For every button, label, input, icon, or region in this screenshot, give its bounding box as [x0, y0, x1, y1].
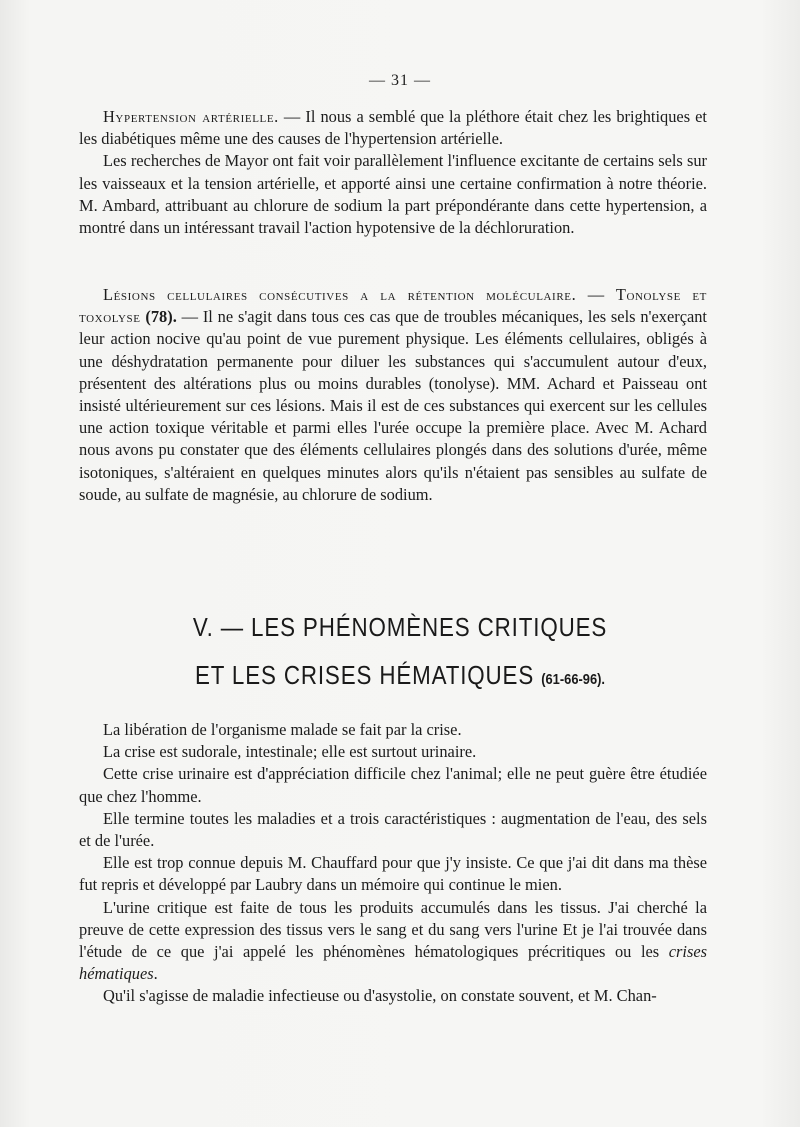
paragraph	[79, 284, 707, 506]
paragraph-text: — Il ne s'agit dans tous ces cas que de troubles mécaniques, les sels n'exerçant leur action nocive qu'au point de vue purement physique. Les éléments cellulaires, obligés à une déshydratation permanente pour diluer les substances qui s'accumulent autour d'eux, présentent des altérations plus ou moins durables (tonolyse). MM. Achard et Paisseau ont insisté ultérieurement sur ces lésions. Mais il est de ces substances qui exercent sur les cellules une action toxique véritable et parmi elles l'urée occupe la première place. Avec M. Achard nous avons pu constater que des éléments cellulaires plongés dans des solutions d'urée, même isotoniques, s'altéraient en quelques minutes alors qu'ils n'étaient pas sensibles au sulfate de soude, au sulfate de magnésie, au chlorure de sodium.	[79, 307, 707, 504]
reference: (78).	[145, 307, 177, 327]
section-title: Hypertension artérielle.	[103, 107, 279, 126]
paragraph-text: L'urine critique est faite de tous les produits accumulés dans les tissus. J'ai cherché la preuve de cette expression des tissus vers le sang et du sang vers l'urine Et je l'ai trouvée dans l'étude de ce que j'ai appelé les phénomènes hématologiques précritiques ou les	[79, 897, 707, 962]
paragraph: Cette crise urinaire est d'appréciation difficile chez l'animal; elle ne peut guère être étudiée que chez l'homme.	[79, 764, 707, 806]
heading-text: ET LES CRISES HÉMATIQUES	[194, 660, 535, 690]
heading-reference: (61-66-96).	[541, 671, 606, 688]
paragraph: Les recherches de Mayor ont fait voir parallèlement l'influence excitante de certains sels sur les vaisseaux et la tension artérielle, et apporté ainsi une certaine confirmation à notre théorie. M. Ambard, attribuant au chlorure de sodium la part prépondérante dans cette hypertension, a montré dans un intéressant travail l'action hypotensive de la déchloruration.	[79, 151, 707, 238]
paragraph	[79, 106, 707, 150]
paragraph-text: — Il nous a semblé que la pléthore était chez les brightiques et les diabétiques même une des causes de l'hypertension artérielle.	[79, 107, 707, 149]
paragraph: Elle termine toutes les maladies et a trois caractéristiques : augmentation de l'eau, des sels et de l'urée.	[79, 808, 707, 851]
section-title: Lésions cellulaires consécutives a la rétention moléculaire. — Tonolyse et toxolyse	[79, 285, 707, 327]
page-number: — 31 —	[369, 72, 431, 89]
paragraph: Qu'il s'agisse de maladie infectieuse ou d'asystolie, on constate souvent, et M. Chan-	[103, 986, 657, 1006]
paragraph: Elle est trop connue depuis M. Chauffard pour que j'y insiste. Ce que j'ai dit dans ma thèse fut repris et développé par Laubry dans un mémoire qui continue le mien.	[79, 853, 707, 895]
italic-term: crises hématiques	[79, 942, 707, 984]
chapter-body	[79, 719, 707, 1008]
chapter-heading-line1: V. — LES PHÉNOMÈNES CRITIQUES	[192, 612, 608, 642]
chapter-heading-line2	[56, 660, 744, 691]
paragraph-text: .	[153, 964, 158, 984]
section-hypertension	[79, 106, 707, 239]
paragraph: La libération de l'organisme malade se fait par la crise.	[103, 720, 462, 739]
section-lesions	[79, 284, 707, 506]
paragraph	[79, 897, 707, 986]
paragraph: La crise est sudorale, intestinale; elle est surtout urinaire.	[103, 742, 477, 762]
